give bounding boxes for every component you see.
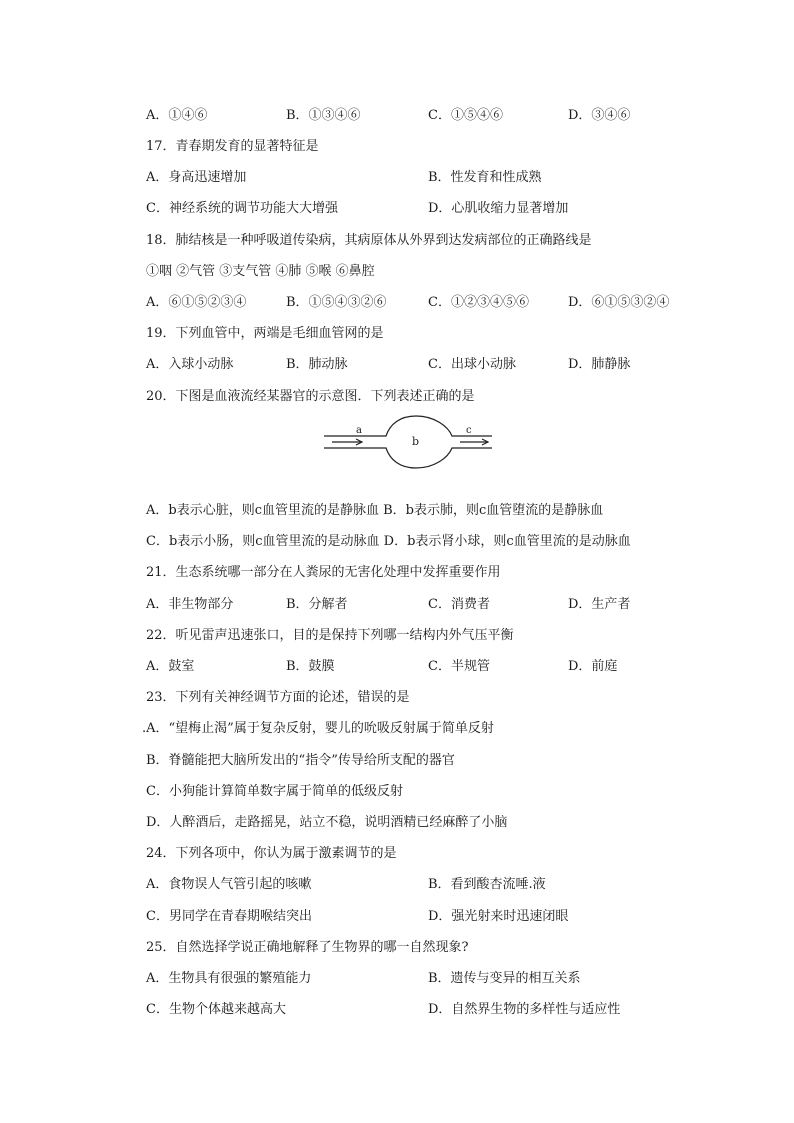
q24-option-d: D．强光射来时迅速闭眼 (428, 909, 569, 924)
q22-options (146, 655, 686, 673)
q20-options-row1: A．b表示心脏，则c血管里流的是静脉血 B．b表示肺，则c血管堕流的是静脉血 (146, 503, 604, 518)
q24-options-row1 (146, 873, 686, 891)
q18-option-c: C．①②③④⑤⑥ (428, 295, 529, 310)
q16-option-a: A．①④⑥ (146, 108, 208, 123)
q18-stem: 18．肺结核是一种呼吸道传染病，其病原体从外界到达发病部位的正确路线是 (146, 233, 592, 248)
q23-stem: 23．下列有关神经调节方面的论述，错误的是 (146, 690, 410, 705)
q22-stem: 22．听见雷声迅速张口，目的是保持下列哪一结构内外气压平衡 (146, 628, 514, 643)
q17-option-b: B．性发育和性成熟 (428, 170, 542, 185)
q22-option-c: C．半规管 (428, 659, 490, 674)
q19-options (146, 353, 686, 371)
q18-option-a: A．⑥①⑤②③④ (146, 295, 247, 310)
q21-stem: 21．生态系统哪一部分在人粪尿的无害化处理中发挥重要作用 (146, 565, 501, 580)
q20-options-row2: C．b表示小肠，则c血管里流的是动脉血 D．b表示肾小球，则c血管里流的是动脉血 (146, 534, 631, 549)
q24-option-a: A．食物误人气管引起的咳嗽 (146, 877, 312, 892)
q16-options (146, 104, 686, 122)
q24-option-b: B．看到酸杏流唾.液 (428, 877, 546, 892)
q17-stem: 17．青春期发育的显著特征是 (146, 139, 319, 154)
q18-options (146, 291, 686, 309)
q21-option-d: D．生产者 (568, 597, 631, 612)
q19-option-a: A．入球小动脉 (146, 357, 234, 372)
q25-option-b: B．遗传与变异的相互关系 (428, 971, 581, 986)
q25-option-d: D．自然界生物的多样性与适应性 (428, 1002, 621, 1017)
q24-stem: 24．下列各项中，你认为属于激素调节的是 (146, 846, 397, 861)
q23-option-b: B．脊髓能把大脑所发出的“指令”传导给所支配的器官 (146, 753, 455, 768)
q22-option-b: B．鼓膜 (286, 659, 335, 674)
q17-options-row1 (146, 166, 686, 184)
q17-option-c: C．神经系统的调节功能大大增强 (146, 201, 338, 216)
q20-stem: 20．下图是血液流经某器官的示意图．下列表述正确的是 (146, 389, 475, 404)
label-c: c (466, 425, 472, 436)
q23-option-a: .A．“望梅止渴”属于复杂反射，婴儿的吮吸反射属于简单反射 (142, 721, 494, 736)
label-a: a (356, 425, 362, 436)
q25-stem: 25．自然选择学说正确地解释了生物界的哪一自然现象? (146, 940, 469, 955)
q18-option-d: D．⑥①⑤③②④ (568, 295, 670, 310)
q22-option-d: D．前庭 (568, 659, 618, 674)
q19-stem: 19．下列血管中，两端是毛细血管网的是 (146, 326, 384, 341)
q25-options-row2 (146, 998, 686, 1016)
q19-option-b: B．肺动脉 (286, 357, 348, 372)
q17-options-row2 (146, 197, 686, 215)
q21-option-b: B．分解者 (286, 597, 348, 612)
q24-option-c: C．男同学在青春期喉结突出 (146, 909, 312, 924)
q25-option-c: C．生物个体越来越高大 (146, 1002, 286, 1017)
q16-option-b: B．①③④⑥ (286, 108, 361, 123)
q21-options (146, 593, 686, 611)
label-b: b (412, 435, 420, 448)
vessel-a-lower (324, 448, 492, 468)
q21-option-c: C．消费者 (428, 597, 490, 612)
q16-option-c: C．①⑤④⑥ (428, 108, 503, 123)
q23-option-c: C．小狗能计算简单数字属于简单的低级反射 (146, 784, 403, 799)
q25-option-a: A．生物具有很强的繁殖能力 (146, 971, 312, 986)
q18-option-b: B．①⑤④③②⑥ (286, 295, 387, 310)
q19-option-d: D．肺静脉 (568, 357, 631, 372)
q16-option-d: D．③④⑥ (568, 108, 631, 123)
q24-options-row2 (146, 905, 686, 923)
q17-option-d: D．心肌收缩力显著增加 (428, 201, 569, 216)
q22-option-a: A．鼓室 (146, 659, 195, 674)
q18-items: ①咽 ②气管 ③支气管 ④肺 ⑤喉 ⑥鼻腔 (146, 264, 375, 279)
q21-option-a: A．非生物部分 (146, 597, 234, 612)
q19-option-c: C．出球小动脉 (428, 357, 516, 372)
q17-option-a: A．身高迅速增加 (146, 170, 247, 185)
q23-option-d: D．人醉酒后，走路摇晃，站立不稳，说明酒精已经麻醉了小脑 (146, 815, 508, 830)
q25-options-row1 (146, 967, 686, 985)
blood-flow-diagram (320, 408, 496, 474)
